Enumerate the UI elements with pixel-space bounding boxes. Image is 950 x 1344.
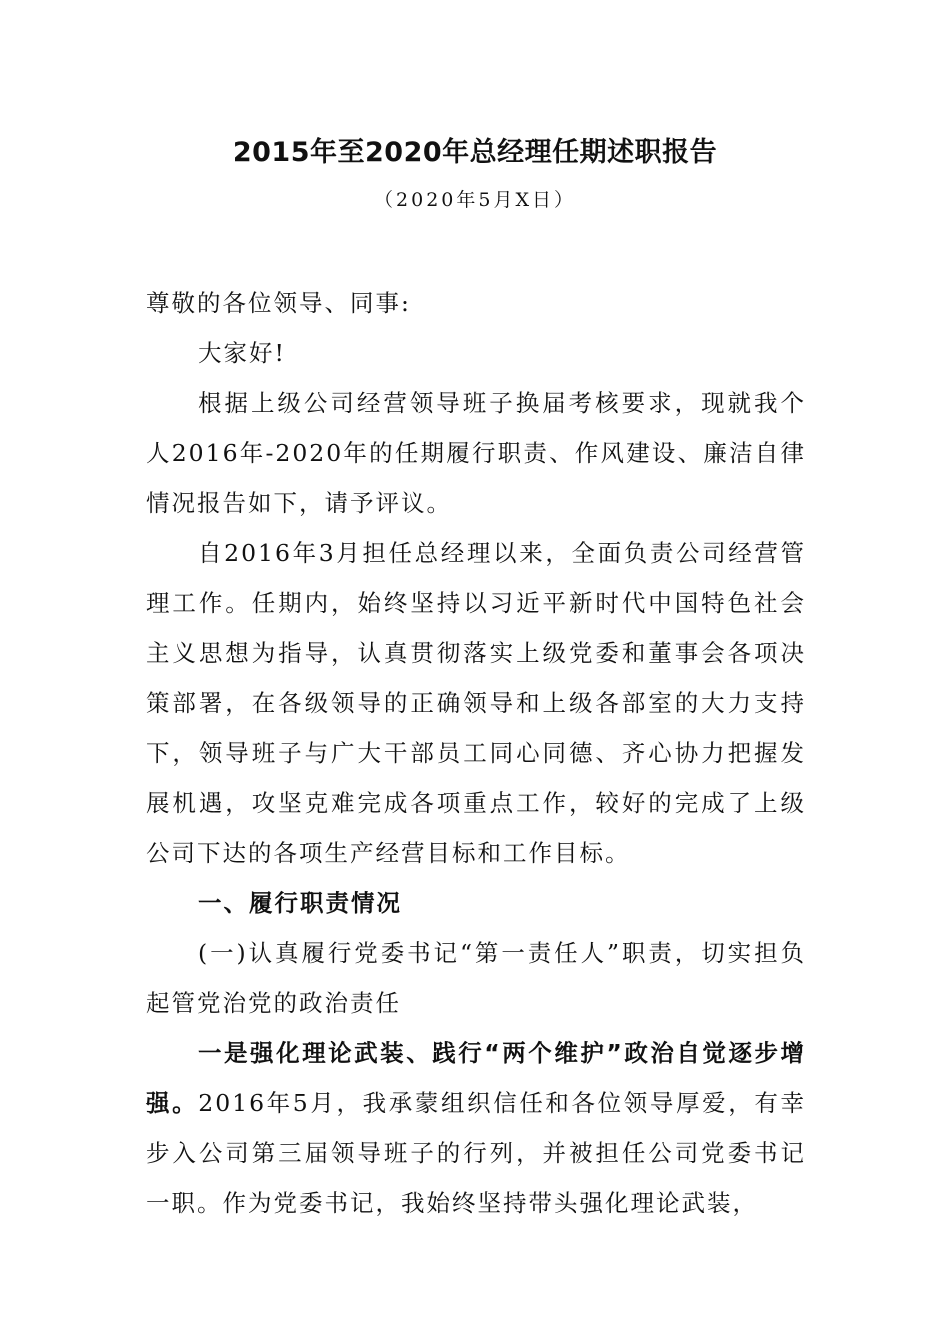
paragraph-2: 自2016年3月担任总经理以来，全面负责公司经营管理工作。任期内，始终坚持以习近平新时代中国特色社会主义思想为指导，认真贯彻落实上级党委和董事会各项决策部署，在各级领导的正确领导和上级各部室的大力支持下，领导班子与广大干部员工同心同德、齐心协力把握发展机遇，攻坚克难完成各项重点工作，较好的完成了上级公司下达的各项生产经营目标和工作目标。	[146, 539, 806, 867]
document-body	[146, 278, 806, 1228]
point-1-text: 2016年5月，我承蒙组织信任和各位领导厚爱，有幸步入公司第三届领导班子的行列，并被担任公司党委书记一职。作为党委书记，我始终坚持带头强化理论武装，	[146, 1089, 807, 1217]
document-date: （2020年5月X日）	[374, 189, 576, 211]
subsection-heading-1: (一)认真履行党委书记“第一责任人”职责，切实担负起管党治党的政治责任	[146, 939, 806, 1017]
document-title: 2015年至2020年总经理任期述职报告	[232, 137, 718, 168]
salutation: 尊敬的各位领导、同事:	[146, 289, 411, 317]
section-heading-1: 一、履行职责情况	[198, 889, 402, 917]
paragraph-1: 根据上级公司经营领导班子换届考核要求，现就我个人2016年-2020年的任期履行职责、作风建设、廉洁自律情况报告如下，请予评议。	[146, 389, 806, 517]
greeting: 大家好!	[198, 339, 286, 367]
paragraph-3	[146, 1028, 806, 1228]
point-1-lead: 一是强化理论武装、践行“两个维护”政治自觉逐步增强。	[146, 1039, 806, 1117]
